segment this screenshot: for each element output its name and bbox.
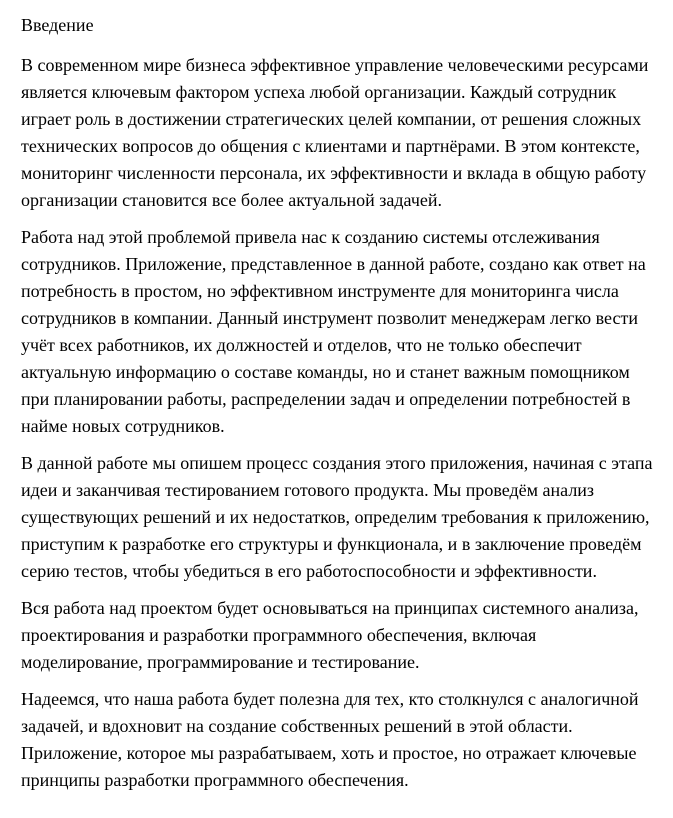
paragraph-work-process: В данной работе мы опишем процесс создания этого приложения, начиная с этапа идеи и заканчивая тестированием готового продукта. Мы проведём анализ существующих решений и их недостатков, определим требования к приложению, приступим к разработке его структуры и функционала, и в заключение проведём серию тестов, чтобы убедиться в его работоспособности и эффективности. — [21, 453, 653, 581]
paragraph-problem-solution: Работа над этой проблемой привела нас к созданию системы отслеживания сотрудников. Приложение, представленное в данной работе, создано как ответ на потребность в простом, но эффективном инструменте для мониторинга числа сотрудников в компании. Данный инструмент позволит менеджерам легко вести учёт всех работников, их должностей и отделов, что не только обеспечит актуальную информацию о составе команды, но и станет важным помощником при планировании работы, распределении задач и определении потребностей в найме новых сотрудников. — [21, 227, 646, 436]
section-heading: Введение — [21, 15, 94, 35]
paragraph-intro-context: В современном мире бизнеса эффективное управление человеческими ресурсами является ключевым фактором успеха любой организации. Каждый сотрудник играет роль в достижении стратегических целей компании, от решения сложных технических вопросов до общения с клиентами и партнёрами. В этом контексте, мониторинг численности персонала, их эффективности и вклада в общую работу организации становится все более актуальной задачей. — [21, 55, 649, 210]
paragraph-hopes: Надеемся, что наша работа будет полезна для тех, кто столкнулся с аналогичной задачей, и вдохновит на создание собственных решений в этой области. Приложение, которое мы разрабатываем, хоть и простое, но отражает ключевые принципы разработки программного обеспечения. — [21, 689, 639, 790]
paragraph-principles: Вся работа над проектом будет основываться на принципах системного анализа, проектирования и разработки программного обеспечения, включая моделирование, программирование и тестирование. — [21, 598, 639, 672]
